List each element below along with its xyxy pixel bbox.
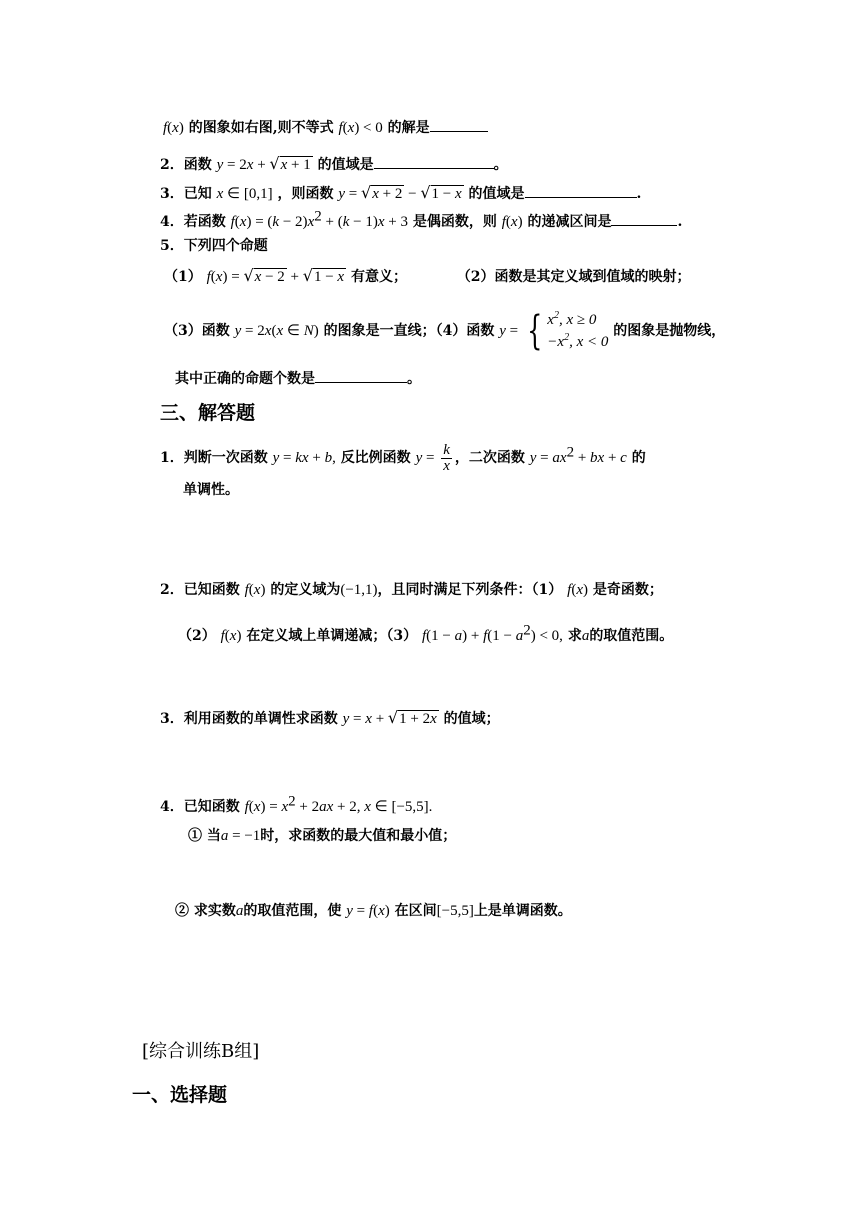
proposition-3-4: （3）函数 y = 2x(x ∈ N) 的图象是一直线；（4）函数 y = { $x^2$, x ≥ 0 $-x^2$, x < 0 的图象是抛物线， xyxy=(164,308,726,354)
fill-question-3: 3．已知 x ∈ [0,1] ，则函数 y = √x + 2 − √1 − x 的值域是 . xyxy=(160,183,642,202)
fill-question-4: 4．若函数 $f(x) = (k - 2)x^2 + (k - 1)x + 3$ 是偶函数，则 f(x) 的递减区间是 . xyxy=(160,208,683,230)
answer-blank[interactable] xyxy=(315,368,407,383)
answer-question-4-part-2: ② 求实数a的取值范围，使 y = f(x) 在区间[−5,5]上是单调函数。 xyxy=(175,903,572,919)
answer-blank[interactable] xyxy=(430,117,488,132)
answer-question-3: 3．利用函数的单调性求函数 y = x + √1 + 2x 的值域； xyxy=(160,708,500,727)
answer-question-1-cont: 单调性。 xyxy=(183,482,239,498)
proposition-count: 其中正确的命题个数是 。 xyxy=(175,368,421,389)
answer-blank[interactable] xyxy=(611,211,677,226)
answer-blank[interactable] xyxy=(525,183,637,198)
group-title: [综合训练B组] xyxy=(142,1041,260,1062)
section-heading: 三、解答题 xyxy=(160,402,256,424)
answer-question-1: 1．判断一次函数 y = kx + b, 反比例函数 y = $\frac{k}{x}$ ，二次函数 $y = ax^2$ + bx + c 的 xyxy=(160,441,646,474)
fill-question-2: 2．函数 y = 2x + √x + 1 的值域是 。 xyxy=(160,154,508,173)
answer-question-2-cont: （2） f(x) 在定义域上单调递减；（3） $f(1 - a) + f(1 - a^2) < 0$, 求a的取值范围。 xyxy=(178,622,674,644)
answer-question-4-part-1: ① 当a = −1时，求函数的最大值和最小值； xyxy=(188,828,457,844)
answer-blank[interactable] xyxy=(374,154,494,169)
answer-question-4: 4．已知函数 $f(x) = x^2 + 2ax + 2$, x ∈ [−5,5]. xyxy=(160,793,433,815)
fill-question-1-continuation: f(x) 的图象如右图,则不等式 f(x) < 0 的解是 xyxy=(163,117,488,138)
fill-question-5: 5．下列四个命题 xyxy=(160,238,268,254)
section-heading: 一、选择题 xyxy=(132,1084,228,1106)
answer-question-2: 2．已知函数 f(x) 的定义域为(−1,1)，且同时满足下列条件：（1） f(x) 是奇函数； xyxy=(160,582,663,598)
proposition-1-2: （1） f(x) = √x − 2 + √1 − x 有意义； （2）函数是其定义域到值域的映射； xyxy=(164,266,691,285)
